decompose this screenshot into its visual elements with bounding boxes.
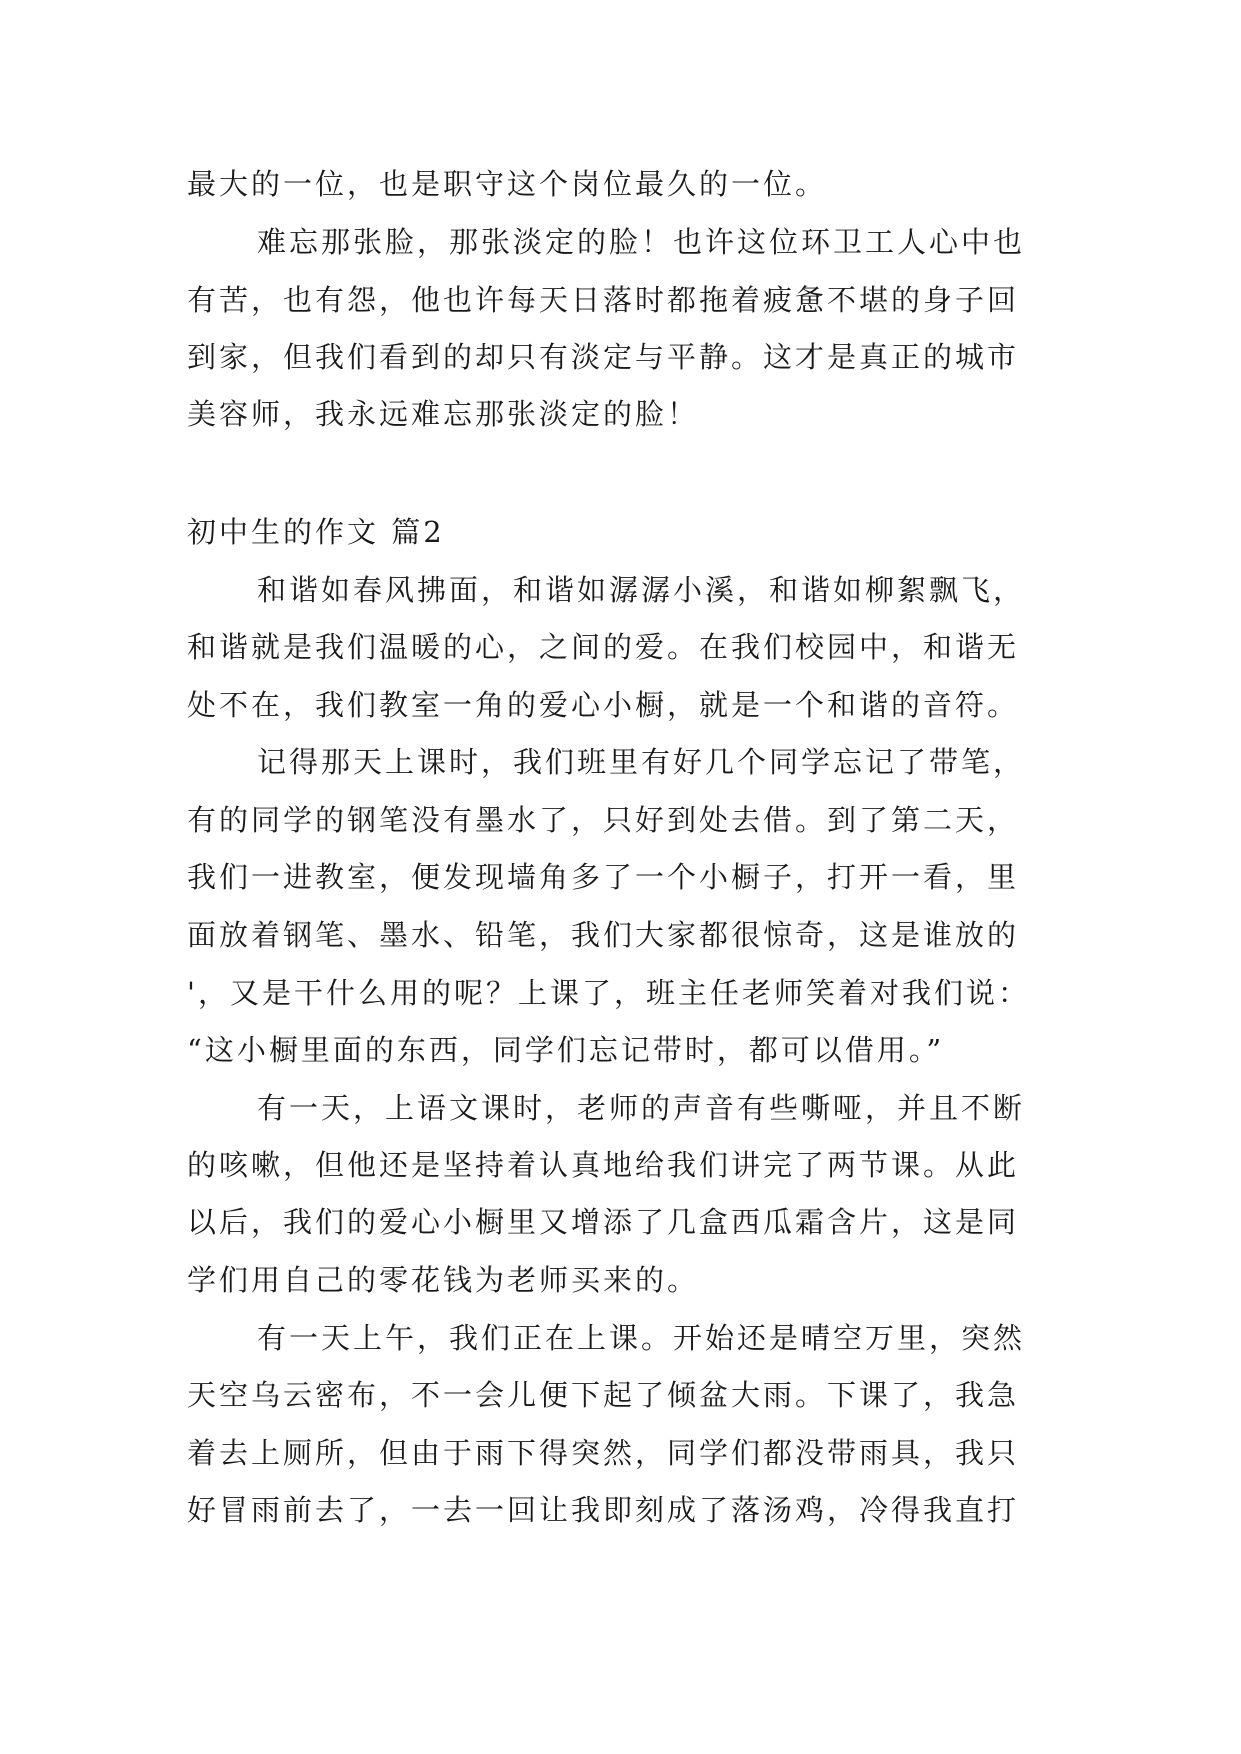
- text-line: 学们用自己的零花钱为老师买来的。: [187, 1263, 700, 1297]
- text-line: 我们一进教室，便发现墙角多了一个小橱子，打开一看，里: [187, 860, 1020, 894]
- text-line: 难忘那张脸，那张淡定的脸！也许这位环卫工人心中也: [257, 225, 1026, 259]
- text-line: 美容师，我永远难忘那张淡定的脸！: [187, 397, 700, 431]
- text-line: 最大的一位，也是职守这个岗位最久的一位。: [187, 167, 828, 201]
- text-line: 有苦，也有怨，他也许每天日落时都拖着疲惫不堪的身子回: [187, 283, 1020, 317]
- text-line: “这小橱里面的东西，同学们忘记带时，都可以借用。”: [187, 1033, 945, 1067]
- text-line: 的咳嗽，但他还是坚持着认真地给我们讲完了两节课。从此: [187, 1148, 1020, 1182]
- text-line: 有的同学的钢笔没有墨水了，只好到处去借。到了第二天，: [187, 803, 1020, 837]
- text-line: 到家，但我们看到的却只有淡定与平静。这才是真正的城市: [187, 340, 1020, 374]
- text-line: 有一天，上语文课时，老师的声音有些嘶哑，并且不断: [257, 1091, 1026, 1125]
- text-line: 记得那天上课时，我们班里有好几个同学忘记了带笔，: [257, 745, 1026, 779]
- text-line: 天空乌云密布，不一会儿便下起了倾盆大雨。下课了，我急: [187, 1378, 1020, 1412]
- text-line: 以后，我们的爱心小橱里又增添了几盒西瓜霜含片，这是同: [187, 1205, 1020, 1239]
- text-line: 处不在，我们教室一角的爱心小橱，就是一个和谐的音符。: [187, 688, 1020, 722]
- text-line: 有一天上午，我们正在上课。开始还是晴空万里，突然: [257, 1321, 1026, 1355]
- text-line: 着去上厕所，但由于雨下得突然，同学们都没带雨具，我只: [187, 1436, 1020, 1470]
- text-line: 和谐如春风拂面，和谐如潺潺小溪，和谐如柳絮飘飞，: [257, 573, 1026, 607]
- text-line: 和谐就是我们温暖的心，之间的爱。在我们校园中，和谐无: [187, 630, 1020, 664]
- text-line: 好冒雨前去了，一去一回让我即刻成了落汤鸡，冷得我直打: [187, 1493, 1020, 1527]
- text-line: 面放着钢笔、墨水、铅笔，我们大家都很惊奇，这是谁放的: [187, 918, 1020, 952]
- section-heading: 初中生的作文 篇2: [187, 515, 445, 549]
- text-line: '，又是干什么用的呢？上课了，班主任老师笑着对我们说：: [187, 976, 1030, 1010]
